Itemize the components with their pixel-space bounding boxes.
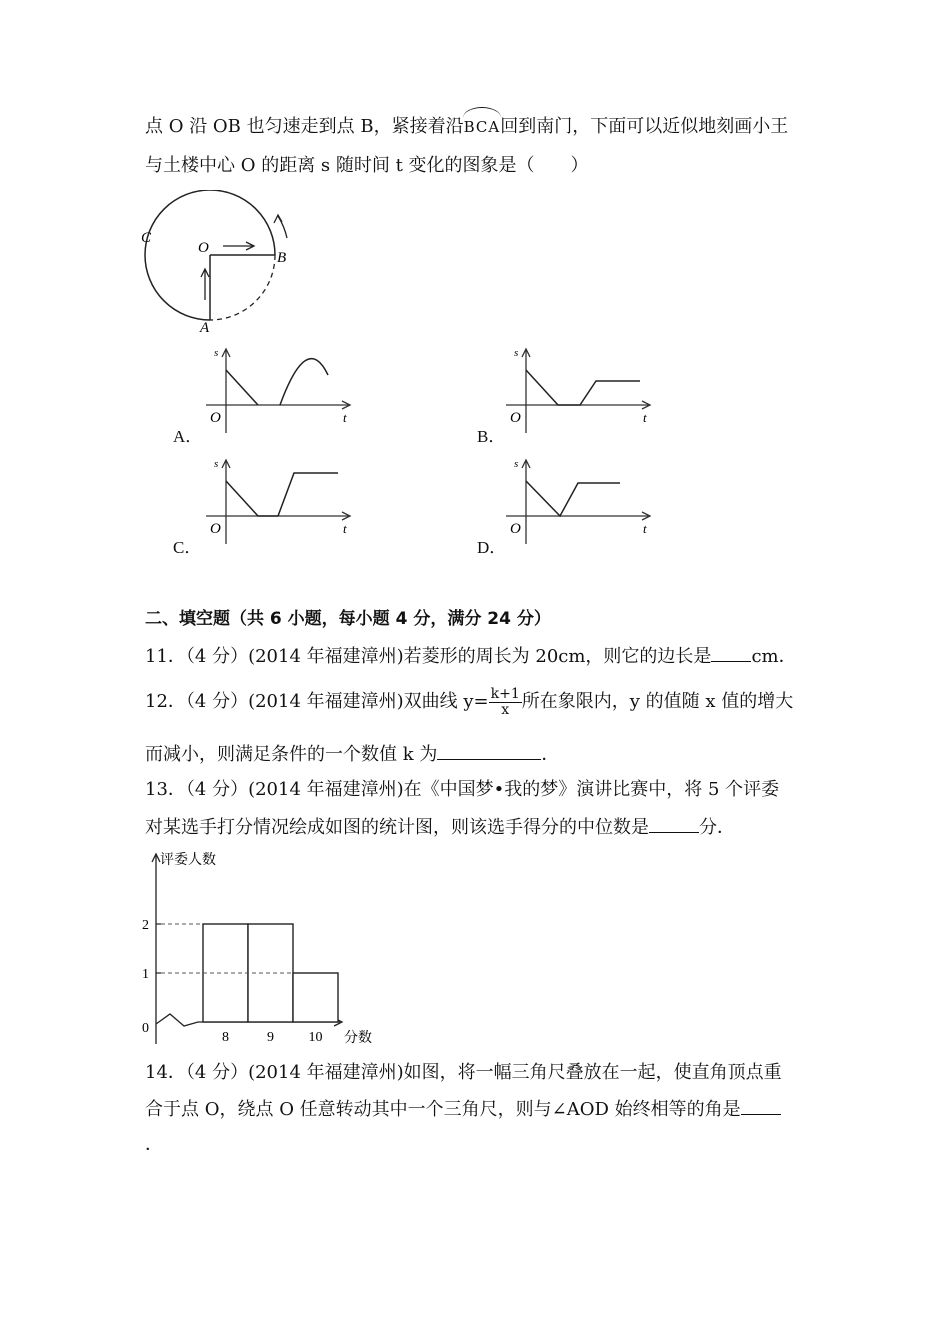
q11-unit: cm． <box>751 646 797 667</box>
q10-line1 <box>145 114 788 140</box>
origin-o: O <box>210 521 221 537</box>
category-label-9: 9 <box>267 1030 274 1045</box>
q10-line1-post: 回到南门，下面可以近似地刻画小王 <box>500 116 789 137</box>
q14-line1: 14．（4 分）(2014 年福建漳州)如图，将一幅三角尺叠放在一起，使直角顶点重 <box>145 1062 782 1083</box>
q12-line2 <box>145 741 559 768</box>
q14-line3: ． <box>145 1134 163 1155</box>
q13-line1: 13．（4 分）(2014 年福建漳州)在《中国梦•我的梦》演讲比赛中，将 5 个评委 <box>145 779 780 800</box>
q12-answer-blank[interactable] <box>437 741 541 760</box>
q10-line1-pre: 点 O 沿 OB 也匀速走到点 B，紧接着沿 <box>145 116 464 137</box>
axis-t: t <box>643 521 647 536</box>
option-d-label[interactable]: D． <box>477 538 507 557</box>
label-a: A <box>200 320 210 335</box>
q13-line2-post: 分． <box>699 817 735 838</box>
q12-frac-num: k+1 <box>490 685 520 702</box>
q10-circle-figure <box>135 190 305 335</box>
q10-line2: 与土楼中心 O 的距离 s 随时间 t 变化的图象是（ ） <box>145 155 589 176</box>
axis-t: t <box>343 410 347 425</box>
q13-bar-chart <box>140 848 390 1046</box>
q14-line2-text: 合于点 O，绕点 O 任意转动其中一个三角尺，则与∠AOD 始终相等的角是 <box>145 1099 741 1120</box>
q14-line2 <box>145 1096 781 1123</box>
x-axis-label: 分数 <box>344 1031 372 1046</box>
category-label-8: 8 <box>222 1030 229 1045</box>
category-label-10: 10 <box>308 1030 323 1045</box>
q14-answer-blank[interactable] <box>741 1096 781 1115</box>
axis-s: s <box>214 458 219 470</box>
axis-s: s <box>514 458 519 470</box>
q12-line2-text: 而减小，则满足条件的一个数值 k 为 <box>145 744 438 765</box>
label-b: B <box>277 250 287 266</box>
q11-text: 11．（4 分）(2014 年福建漳州)若菱形的周长为 20cm，则它的边长是 <box>145 646 712 667</box>
y-tick-label-0: 0 <box>142 1021 149 1036</box>
q11 <box>145 643 797 670</box>
origin-o: O <box>510 521 521 537</box>
origin-o: O <box>210 410 221 426</box>
origin-o: O <box>510 410 521 426</box>
y-axis-label: 评委人数 <box>160 853 216 868</box>
label-c: C <box>141 230 152 246</box>
q12-frac-den: x <box>501 701 510 718</box>
option-a-graph <box>200 345 360 435</box>
section2-heading: 二、填空题（共 6 小题，每小题 4 分，满分 24 分） <box>145 609 551 629</box>
option-b-label[interactable]: B． <box>477 427 506 446</box>
y-tick-label-2: 2 <box>142 918 149 933</box>
q12-pre: 12．（4 分）(2014 年福建漳州)双曲线 y= <box>145 691 489 712</box>
label-o: O <box>198 240 209 256</box>
q11-answer-blank[interactable] <box>711 643 751 662</box>
q13-line2-pre: 对某选手打分情况绘成如图的统计图，则该选手得分的中位数是 <box>145 817 649 838</box>
option-d-graph <box>500 456 660 546</box>
q13-line2 <box>145 814 735 841</box>
q13-answer-blank[interactable] <box>649 814 699 833</box>
y-tick-label-1: 1 <box>142 967 149 982</box>
q12-post: 所在象限内，y 的值随 x 值的增大 <box>521 691 794 712</box>
axis-s: s <box>514 347 519 359</box>
bar-10 <box>293 973 338 1022</box>
axis-t: t <box>343 521 347 536</box>
option-c-label[interactable]: C． <box>173 538 202 557</box>
option-b-graph <box>500 345 660 435</box>
axis-s: s <box>214 347 219 359</box>
q12-fraction <box>489 687 522 718</box>
q12-line1 <box>145 684 793 720</box>
arc-bca: BCA <box>464 114 501 140</box>
option-a-label[interactable]: A． <box>173 427 203 446</box>
axis-t: t <box>643 410 647 425</box>
option-c-graph <box>200 456 360 546</box>
q12-end: ． <box>541 744 560 765</box>
